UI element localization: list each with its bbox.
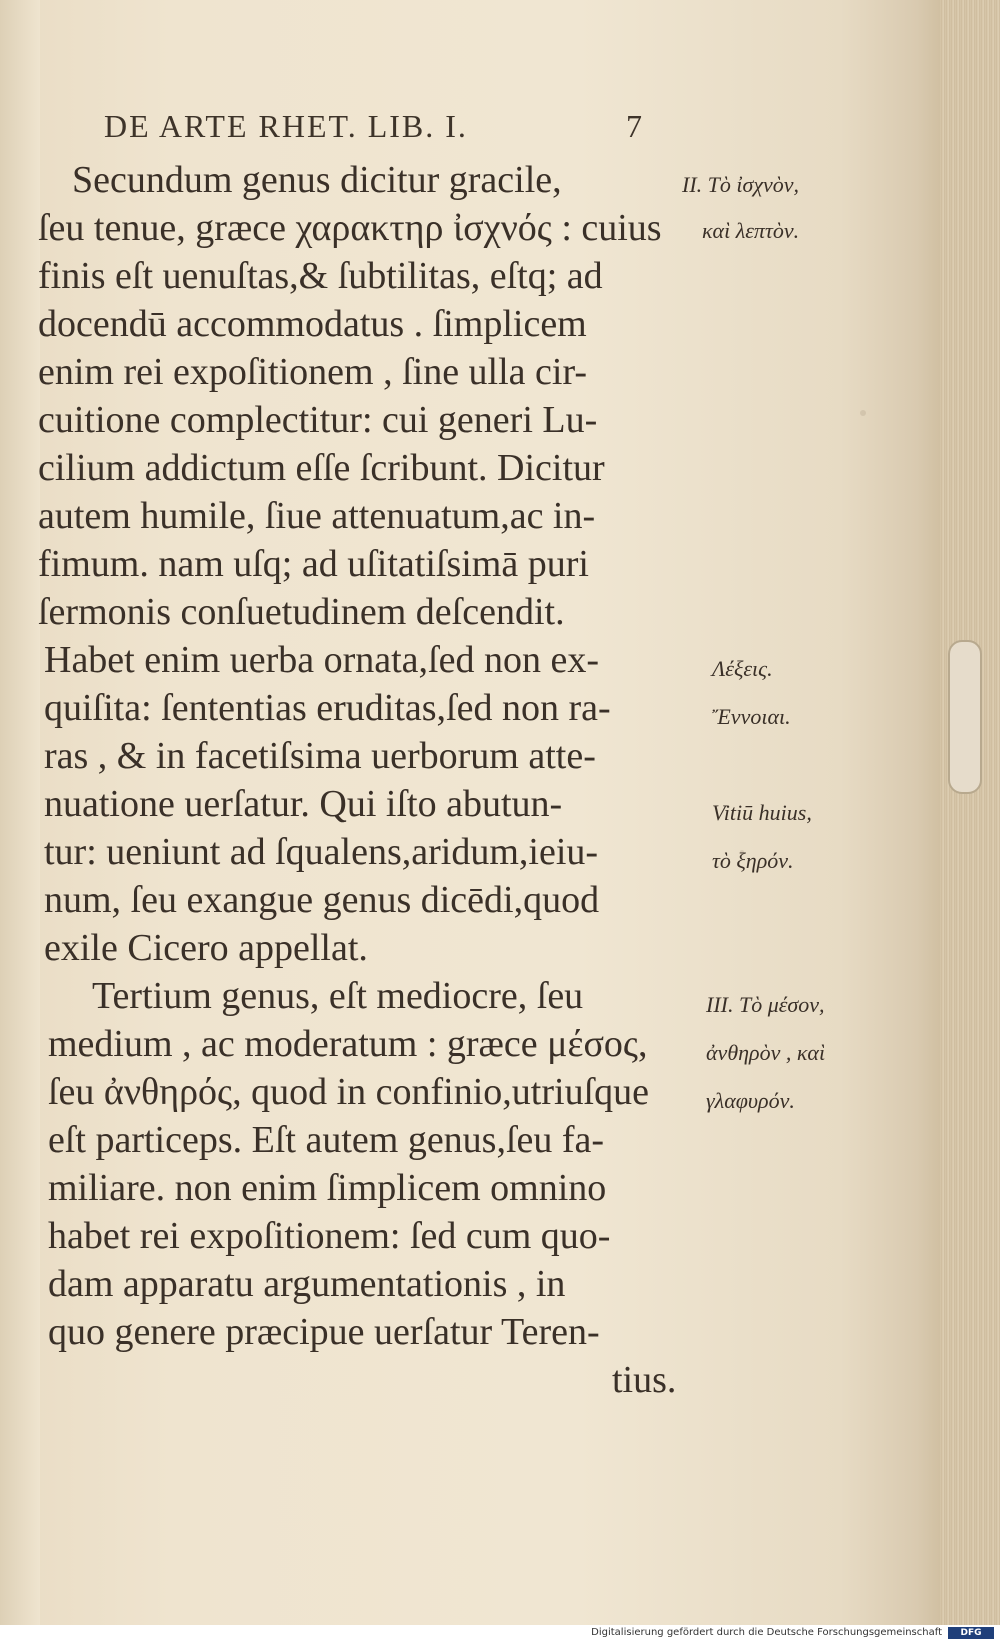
text-line: finis eſt uenuſtas,& ſubtilitas, eſtq; ad (38, 255, 603, 297)
text-line: num, ſeu exangue genus dicēdi,quod (44, 879, 600, 921)
text-line: ſeu ἀνθηρός, quod in confinio,utriuſque (48, 1071, 649, 1113)
text-line: Tertium genus, eſt mediocre, ſeu (92, 975, 584, 1017)
ink-spot (860, 410, 866, 416)
binding-gutter (0, 0, 40, 1625)
text-line: habet rei expoſitionem: ſed cum quo- (48, 1215, 611, 1257)
text-line: cuitione complectitur: cui generi Lu- (38, 399, 598, 441)
text-line: Habet enim uerba ornata,ſed non ex- (44, 639, 599, 681)
text-line: enim rei expoſitionem , ſine ulla cir- (38, 351, 588, 393)
text-line: autem humile, ſiue attenuatum,ac in- (38, 495, 596, 537)
margin-note: Ἔννοιαι. (712, 704, 791, 729)
text-line: Secundum genus dicitur gracile, (72, 159, 562, 201)
page-number: 7 (626, 108, 642, 144)
margin-note: ἀνθηρὸν , καὶ (706, 1040, 826, 1065)
text-line: quiſita: ſententias eruditas,ſed non ra- (44, 687, 611, 729)
text-line: nuatione uerſatur. Qui iſto abutun- (44, 783, 563, 825)
margin-note: Λέξεις. (712, 656, 773, 681)
text-line: fimum. nam uſq; ad uſitatiſsimā puri (38, 543, 589, 585)
running-title: DE ARTE RHET. LIB. I. (104, 108, 468, 144)
book-clasp (948, 640, 982, 794)
footer-credit: Digitalisierung gefördert durch die Deutsche Forschungsgemeinschaft (591, 1627, 942, 1638)
margin-note: καὶ λεπτὸν. (702, 218, 800, 243)
text-line: medium , ac moderatum : græce μέσος, (48, 1023, 648, 1065)
margin-note: τὸ ξηρόν. (712, 848, 794, 873)
dfg-logo: DFG (948, 1627, 994, 1639)
text-line: miliare. non enim ſimplicem omnino (48, 1167, 607, 1209)
margin-note: III. Τὸ μέσον, (706, 992, 825, 1017)
margin-note: Vitiū huius, (712, 800, 812, 825)
text-line: dam apparatu argumentationis , in (48, 1263, 566, 1305)
book-page-edges (940, 0, 1000, 1625)
text-line: tur: ueniunt ad ſqualens,aridum,ieiu- (44, 831, 599, 873)
text-line: docendū accommodatus . ſimplicem (38, 303, 587, 345)
text-line: quo genere præcipue uerſatur Teren- (48, 1311, 600, 1353)
text-line: ras , & in facetiſsima uerborum atte- (44, 735, 596, 777)
margin-note: II. Τὸ ἰσχνὸν, (682, 172, 800, 197)
text-line: ſermonis conſuetudinem deſcendit. (38, 591, 565, 633)
text-line: cilium addictum eſſe ſcribunt. Dicitur (38, 447, 605, 489)
text-line: eſt particeps. Eſt autem genus,ſeu fa- (48, 1119, 605, 1161)
text-line: tius. (612, 1359, 677, 1401)
text-line: exile Cicero appellat. (44, 927, 368, 969)
margin-note: γλαφυρόν. (706, 1088, 795, 1113)
text-line: ſeu tenue, græce χαρακτηρ ἰσχνός : cuius (38, 207, 662, 249)
